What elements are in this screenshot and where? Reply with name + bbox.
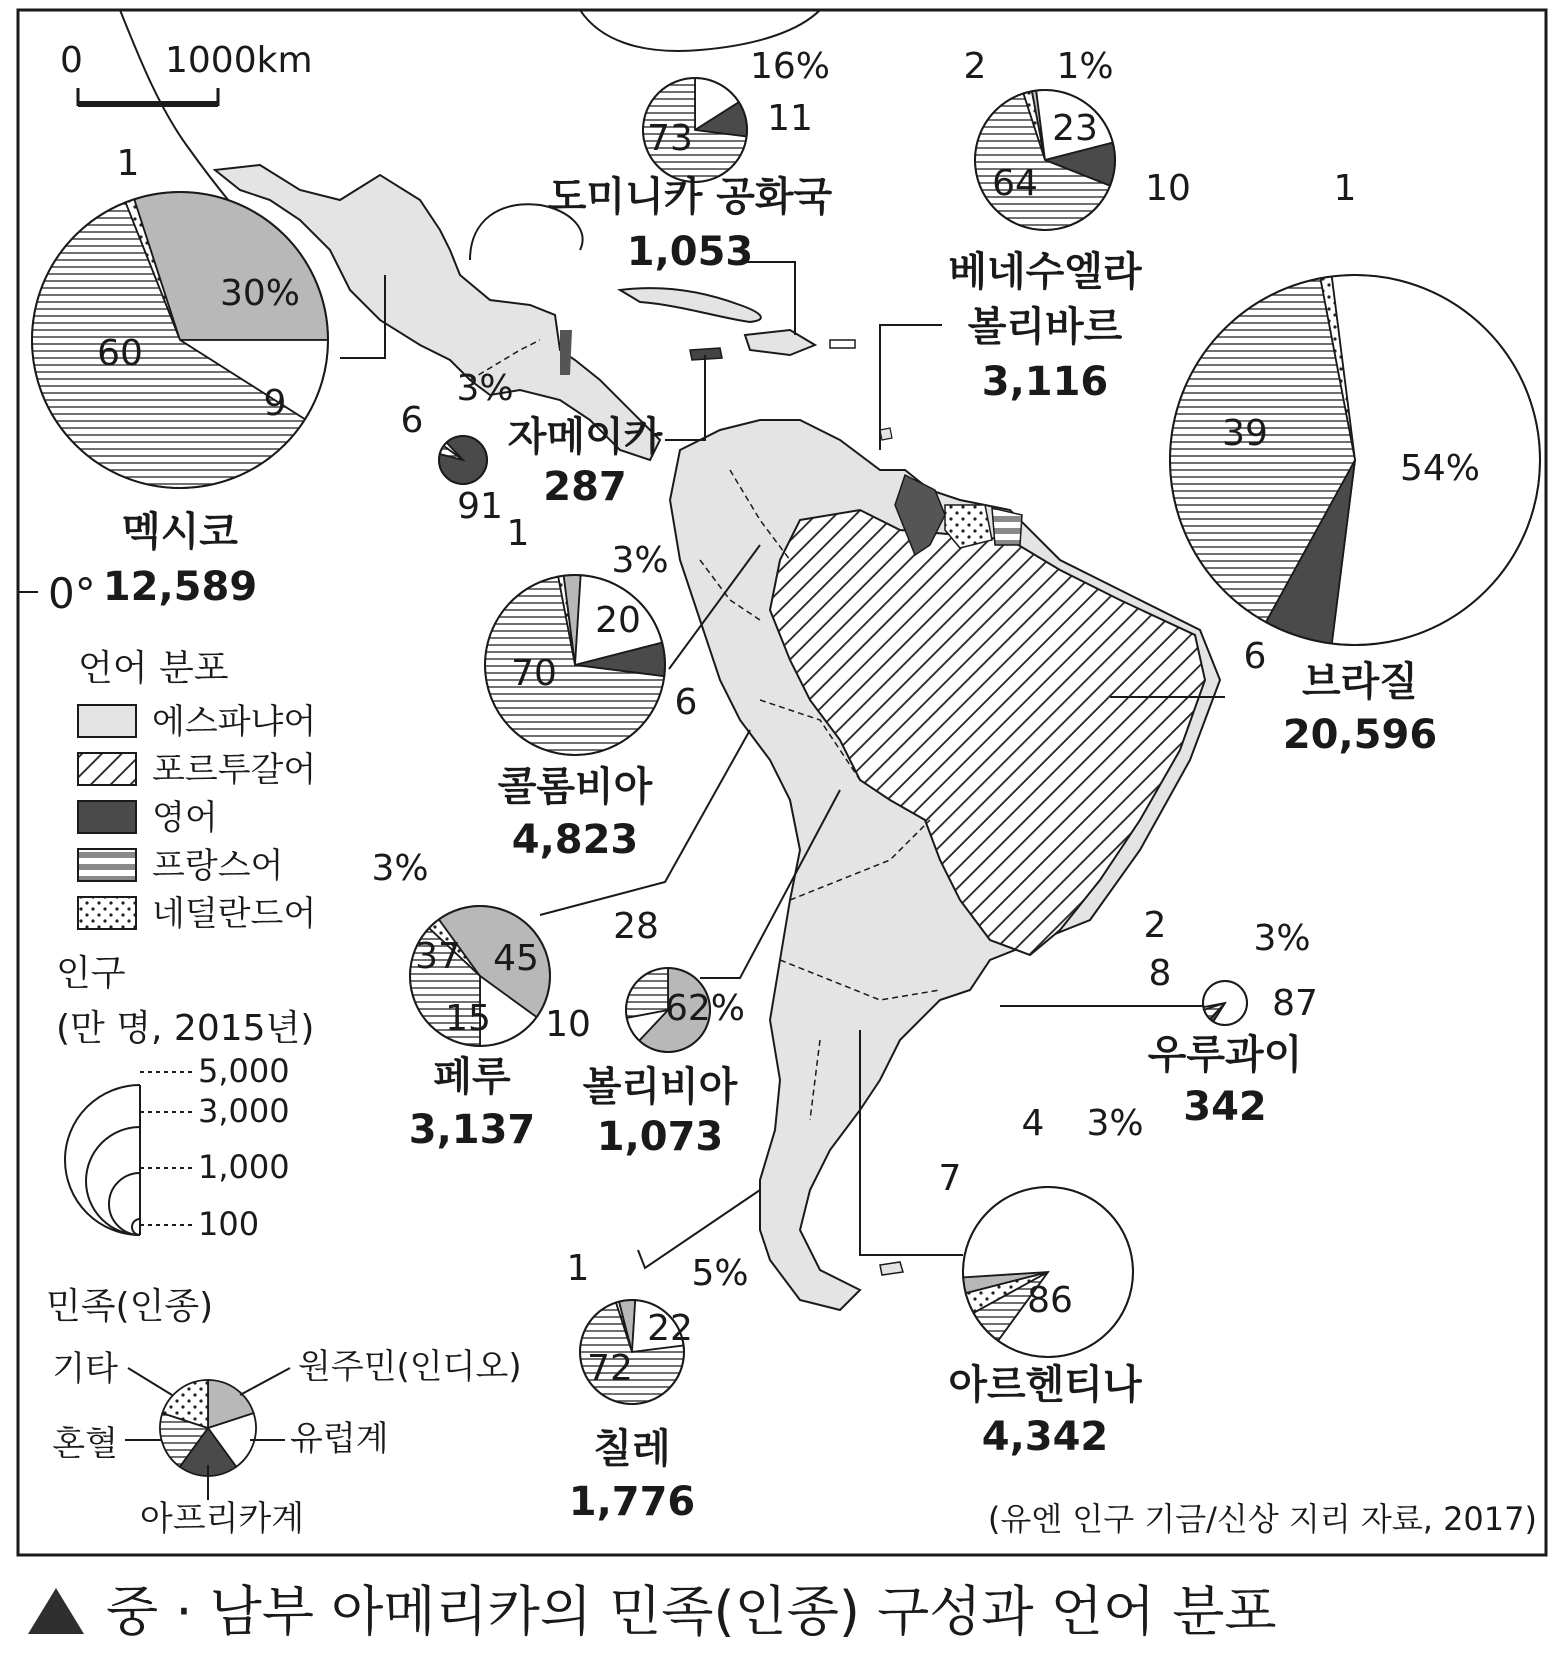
figure-caption [28, 1572, 1548, 1652]
legend-population-unit: (만 명, 2015년) [56, 1008, 315, 1049]
country-population-peru: 3,137 [408, 1107, 536, 1153]
pie-brazil [1170, 168, 1540, 758]
country-name-mexico: 멕시코 [122, 509, 238, 555]
legend-ethnic-title: 민족(인종) [46, 1286, 214, 1327]
scale-bar [60, 40, 313, 106]
legend-language [78, 648, 316, 934]
pie-label-argentina: 7 [938, 1158, 962, 1199]
country-population-mexico: 12,589 [102, 564, 258, 610]
country-name-argentina: 아르헨티나 [948, 1362, 1142, 1408]
country-name-venezuela: 볼리바르 [967, 304, 1123, 350]
pie-label-mexico: 30% [219, 273, 301, 314]
legend-language-row-portuguese [78, 750, 316, 790]
equator-marker [18, 569, 96, 618]
pie-label-jamaica: 3% [456, 368, 514, 409]
pie-label-dominican: 16% [749, 46, 831, 87]
legend-population [56, 953, 314, 1243]
pie-label-venezuela: 64 [992, 163, 1038, 204]
pie-bolivia [545, 906, 745, 1160]
pie-label-argentina: 4 [1021, 1103, 1045, 1144]
pie-label-jamaica: 6 [400, 400, 424, 441]
legend-swatch-french [78, 849, 136, 881]
belize [560, 330, 572, 375]
pie-label-uruguay: 3% [1253, 918, 1311, 959]
legend-language-label: 포르투갈어 [152, 750, 317, 790]
legend-ethnic-label-european: 유럽계 [290, 1419, 389, 1459]
country-population-bolivia: 1,073 [596, 1114, 724, 1160]
pie-label-mexico: 1 [116, 143, 140, 184]
legend-swatch-english [78, 801, 136, 833]
source-note: (유엔 인구 기금/신상 지리 자료, 2017) [987, 1500, 1537, 1538]
pie-venezuela [948, 46, 1191, 405]
cuba [620, 288, 761, 322]
country-population-chile: 1,776 [568, 1479, 696, 1525]
pie-uruguay [1144, 905, 1318, 1130]
pie-label-chile: 22 [647, 1308, 693, 1349]
pie-label-bolivia: 62% [664, 988, 746, 1029]
pie-label-mexico: 9 [263, 383, 287, 424]
country-name-dominican: 도미니카 공화국 [547, 174, 833, 220]
population-scale-label: 3,000 [198, 1092, 290, 1130]
pie-slice-bolivia-mixed [626, 968, 668, 1018]
pie-label-peru: 45 [493, 938, 539, 979]
legend-language-label: 에스파냐어 [152, 702, 317, 742]
equator-label: 0° [48, 569, 96, 618]
pie-label-mexico: 60 [97, 333, 143, 374]
legend-swatch-dutch [78, 897, 136, 929]
pie-label-peru: 37 [415, 936, 461, 977]
country-population-argentina: 4,342 [981, 1414, 1109, 1460]
country-name-bolivia: 볼리비아 [582, 1064, 738, 1110]
legend-ethnic-label-other: 기타 [52, 1349, 118, 1389]
legend-ethnic [46, 1286, 522, 1539]
legend-language-row-french [78, 846, 283, 886]
legend-swatch-portuguese [78, 753, 136, 785]
country-name-brazil: 브라질 [1302, 659, 1418, 705]
pie-argentina [939, 1103, 1144, 1460]
country-population-brazil: 20,596 [1282, 712, 1438, 758]
pie-label-colombia: 6 [674, 682, 698, 723]
pie-label-colombia: 20 [595, 600, 641, 641]
pie-label-uruguay: 2 [1143, 905, 1167, 946]
pie-label-colombia: 70 [511, 653, 557, 694]
pie-label-brazil: 1 [1333, 168, 1357, 209]
pie-label-venezuela: 2 [963, 46, 987, 87]
country-name-chile: 칠레 [593, 1426, 671, 1472]
legend-ethnic-leader [128, 1368, 172, 1395]
pie-label-venezuela: 10 [1145, 168, 1191, 209]
population-scale-label: 1,000 [198, 1148, 290, 1186]
population-scale-label: 100 [198, 1205, 260, 1243]
population-scale-label: 5,000 [198, 1052, 290, 1090]
country-population-uruguay: 342 [1183, 1084, 1267, 1130]
pie-label-venezuela: 23 [1052, 108, 1098, 149]
legend-language-label: 영어 [152, 798, 218, 838]
trinidad [880, 428, 892, 440]
florida-coast [580, 10, 820, 51]
legend-ethnic-label-mixed: 혼혈 [52, 1424, 118, 1464]
caption-text: 중 · 남부 아메리카의 민족(인종) 구성과 언어 분포 [106, 1580, 1277, 1643]
pie-label-chile: 5% [691, 1253, 749, 1294]
country-name-venezuela: 베네수엘라 [948, 249, 1142, 295]
legend-language-label: 프랑스어 [152, 846, 284, 886]
pie-label-bolivia: 10 [545, 1004, 591, 1045]
legend-language-row-dutch [78, 894, 316, 934]
country-population-venezuela: 3,116 [981, 359, 1109, 405]
legend-ethnic-leader [240, 1368, 290, 1395]
country-name-jamaica: 자메이카 [507, 414, 663, 460]
pie-mexico [32, 143, 328, 610]
pie-label-chile: 72 [587, 1348, 633, 1389]
pie-label-colombia: 1 [506, 513, 530, 554]
legend-language-row-english [78, 798, 218, 838]
country-name-colombia: 콜롬비아 [497, 764, 653, 810]
population-scale-arc [109, 1173, 140, 1235]
triangle-icon [28, 1588, 84, 1634]
pie-chile [567, 1248, 749, 1525]
country-population-colombia: 4,823 [511, 817, 639, 863]
pie-label-jamaica: 91 [457, 486, 503, 527]
legend-language-title: 언어 분포 [78, 648, 229, 689]
pie-label-dominican: 73 [647, 118, 693, 159]
pie-label-uruguay: 8 [1148, 953, 1172, 994]
pie-label-colombia: 3% [611, 540, 669, 581]
pie-label-peru: 3% [371, 848, 429, 889]
pie-label-argentina: 86 [1027, 1280, 1073, 1321]
legend-ethnic-label-african: 아프리카계 [139, 1499, 305, 1539]
legend-population-title: 인구 [56, 953, 126, 994]
pie-dominican [548, 46, 833, 275]
puerto-rico [830, 340, 855, 348]
scale-zero: 0 [60, 40, 83, 81]
pie-label-brazil: 54% [1399, 448, 1481, 489]
pie-label-uruguay: 87 [1272, 983, 1318, 1024]
country-population-jamaica: 287 [543, 464, 627, 510]
pie-label-venezuela: 1% [1056, 46, 1114, 87]
legend-language-label: 네덜란드어 [152, 894, 317, 934]
country-name-uruguay: 우루과이 [1147, 1032, 1303, 1078]
pie-colombia [485, 513, 697, 863]
pie-label-peru: 15 [445, 998, 491, 1039]
pie-label-argentina: 3% [1086, 1103, 1144, 1144]
pie-label-bolivia: 28 [613, 906, 659, 947]
pie-label-chile: 1 [566, 1248, 590, 1289]
hispaniola [745, 330, 815, 355]
legend-ethnic-label-indigenous: 원주민(인디오) [298, 1347, 522, 1387]
country-population-dominican: 1,053 [626, 229, 754, 275]
legend-language-row-spanish [78, 702, 316, 742]
pie-label-brazil: 39 [1222, 413, 1268, 454]
scale-distance: 1000km [165, 40, 313, 81]
pie-label-dominican: 11 [767, 98, 813, 139]
country-name-peru: 페루 [433, 1054, 511, 1100]
pie-peru [371, 848, 550, 1153]
french-guiana-region [992, 508, 1022, 545]
population-scale-arc [65, 1085, 140, 1235]
falkland-islands [880, 1262, 903, 1275]
population-scale-arc [132, 1219, 140, 1235]
pie-label-brazil: 6 [1243, 636, 1267, 677]
legend-swatch-spanish [78, 705, 136, 737]
